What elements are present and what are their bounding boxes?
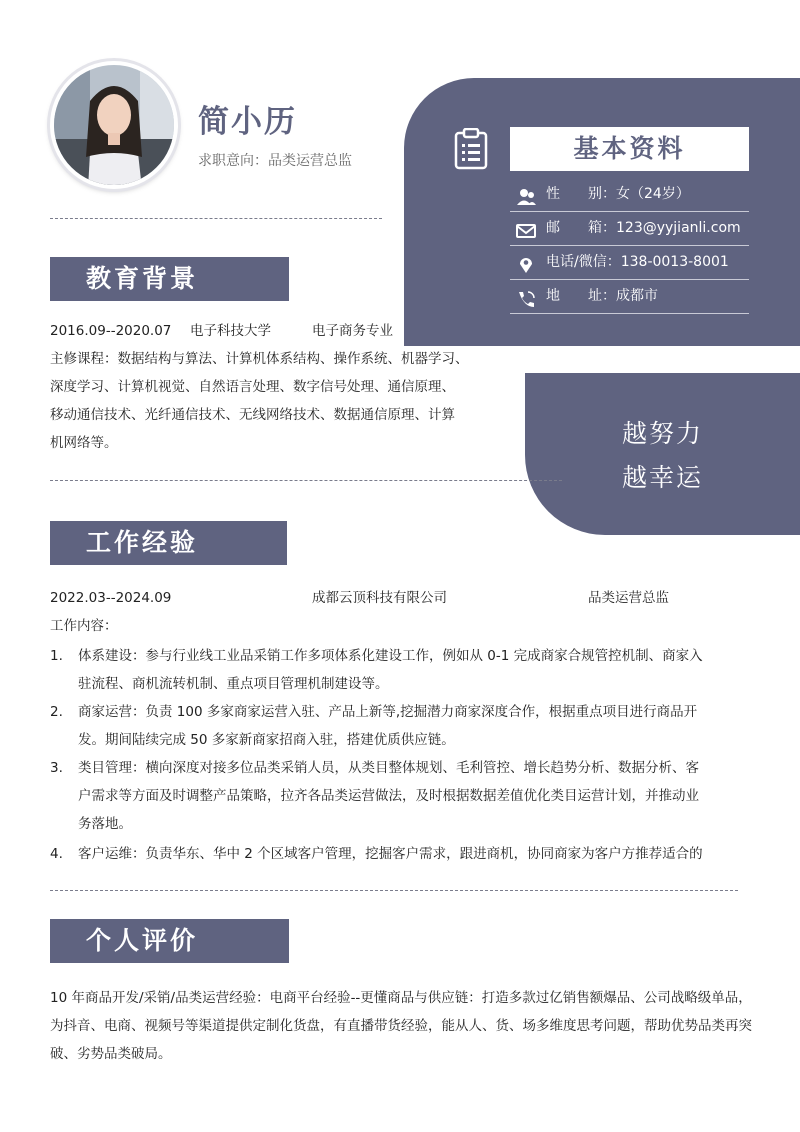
info-row-gender: [510, 177, 749, 212]
evaluation-line: 为抖音、电商、视频号等渠道提供定制化货盘，有直播带货经验，能从人、货、场多维度思考问题，帮助优势品类再突: [50, 1018, 752, 1034]
avatar: [50, 61, 178, 189]
evaluation-line: 破、劣势品类破局。: [50, 1046, 172, 1062]
info-label: 性 别：: [546, 186, 616, 202]
mail-icon: [516, 219, 536, 237]
section-title-education: 教育背景: [50, 257, 289, 301]
phone-icon: [516, 287, 536, 305]
evaluation-line: 10 年商品开发/采销/品类运营经验：电商平台经验--更懂商品与供应链：打造多款过亿销售额爆品、公司战略级单品，: [50, 990, 752, 1006]
work-item-line: 驻流程、商机流转机制、重点项目管理机制建设等。: [78, 676, 389, 692]
info-label: 电话/微信：: [546, 254, 621, 270]
info-row-email: [510, 211, 749, 246]
education-major: 电子商务专业: [312, 323, 393, 339]
education-courses-line: 深度学习、计算机视觉、自然语言处理、数字信号处理、通信原理、: [50, 379, 455, 395]
divider: [50, 218, 382, 219]
info-value: 成都市: [616, 288, 658, 304]
info-value: 女（24岁）: [616, 186, 690, 202]
work-item-line: 发。期间陆续完成 50 多家新商家招商入驻，搭建优质供应链。: [78, 732, 455, 748]
work-company: 成都云顶科技有限公司: [312, 590, 447, 606]
info-value: 138-0013-8001: [620, 254, 729, 270]
work-item-line: 体系建设：参与行业线工业品采销工作多项体系化建设工作，例如从 0-1 完成商家合规管控机制、商家入: [78, 648, 703, 664]
work-content-label: 工作内容：: [50, 618, 118, 634]
info-label: 地 址：: [546, 288, 616, 304]
section-title-work: 工作经验: [50, 521, 287, 565]
work-item-line: 户需求等方面及时调整产品策略，拉齐各品类运营做法，及时根据数据差值优化类目运营计划，并推动业: [78, 788, 699, 804]
education-period: 2016.09--2020.07: [50, 323, 172, 339]
education-courses-line: 移动通信技术、光纤通信技术、无线网络技术、数据通信原理、计算: [50, 407, 455, 423]
work-item-line: 客户运维：负责华东、华中 2 个区域客户管理，挖掘客户需求，跟进商机，协同商家为客户方推荐适合的: [78, 846, 703, 862]
work-item-number: 4.: [50, 846, 63, 862]
divider: [50, 480, 562, 481]
basic-info-title: 基本资料: [510, 127, 749, 171]
info-row-phone: [510, 245, 749, 280]
motto-panel-background: [525, 373, 800, 535]
info-label: 邮 箱：: [546, 220, 616, 236]
divider: [50, 890, 738, 891]
avatar-photo: [50, 61, 178, 189]
work-period: 2022.03--2024.09: [50, 590, 172, 606]
location-pin-icon: [516, 253, 536, 271]
work-item-line: 务落地。: [78, 816, 132, 832]
user-icon: [516, 185, 536, 203]
work-position: 品类运营总监: [588, 590, 669, 606]
work-item-number: 2.: [50, 704, 63, 720]
work-item-line: 类目管理：横向深度对接多位品类采销人员，从类目整体规划、毛利管控、增长趋势分析、数据分析、客: [78, 760, 699, 776]
work-item-line: 商家运营：负责 100 多家商家运营入驻、产品上新等,挖掘潜力商家深度合作，根据重点项目进行商品开: [78, 704, 698, 720]
section-title-evaluation: 个人评价: [50, 919, 289, 963]
document-icon: [452, 128, 490, 170]
job-intent: 求职意向：品类运营总监: [198, 153, 352, 169]
work-item-number: 3.: [50, 760, 63, 776]
motto-line: 越幸运: [621, 463, 703, 492]
motto-line: 越努力: [621, 419, 703, 448]
info-value: 123@yyjianli.com: [616, 220, 741, 236]
education-courses-line: 主修课程：数据结构与算法、计算机体系结构、操作系统、机器学习、: [50, 351, 469, 367]
work-item-number: 1.: [50, 648, 63, 664]
candidate-name: 简小历: [198, 104, 297, 140]
education-courses-line: 机网络等。: [50, 435, 118, 451]
education-school: 电子科技大学: [190, 323, 271, 339]
info-row-address: [510, 279, 749, 314]
